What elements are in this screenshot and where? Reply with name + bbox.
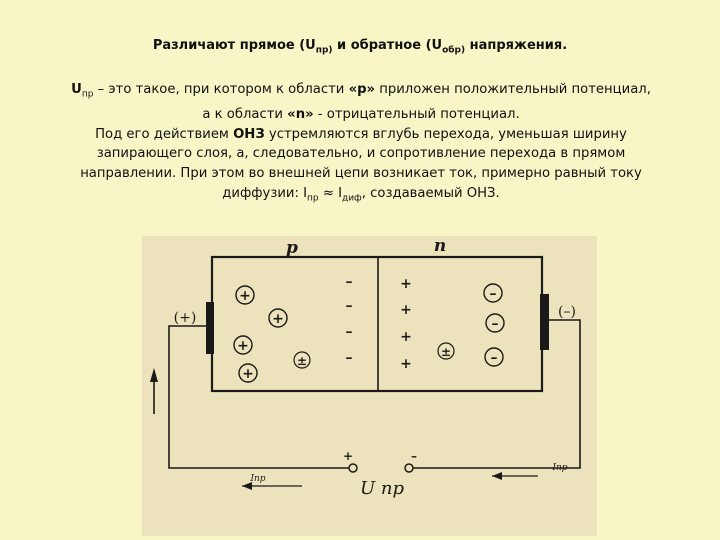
n-region-label: n: [433, 236, 447, 256]
p-region-label: р: [286, 238, 298, 258]
hole-2-sign: +: [272, 311, 284, 327]
para-line-1: $U_{пр}$ – это такое, при котором к области «р» приложен положительный потенциал,: [71, 82, 651, 100]
p-ion-2: –: [345, 298, 353, 314]
p-ion-4: –: [345, 350, 353, 366]
para-line-6: диффузии: $I_{пр} \approx I_{диф}$, создаваемый ОНЗ.: [222, 185, 500, 204]
current-label-left: Iпр: [250, 474, 266, 484]
para-line-4: запирающего слоя, а, следовательно, и сопротивление перехода в прямом: [96, 146, 626, 162]
diagram-svg: [142, 236, 597, 536]
n-ion-3: +: [400, 329, 412, 345]
electron-1-sign: –: [489, 286, 497, 302]
plus-terminal-label: (+): [173, 310, 197, 326]
hole-3-sign: +: [237, 338, 249, 354]
slide-title: Различают прямое ($U_{пр)}$ и обратное ($U_{обр)}$ напряжения.: [152, 38, 568, 56]
minus-terminal-label: (–): [558, 304, 576, 320]
source-minus-sign: –: [411, 449, 417, 463]
arrow-head-up: [150, 368, 158, 382]
left-wire: [169, 326, 350, 468]
right-wire: [412, 320, 580, 468]
para-line-5: направлении. При этом во внешней цепи возникает ток, примерно равный току: [80, 166, 642, 182]
source-terminal-right: [405, 464, 413, 472]
hole-4-sign: +: [242, 366, 254, 382]
n-junction-sign: ±: [440, 345, 452, 359]
para-line-3: Под его действием ОНЗ устремляются вглубь перехода, уменьшая ширину: [95, 126, 627, 142]
left-electrode: [206, 302, 214, 354]
n-ion-2: +: [400, 302, 412, 318]
right-electrode: [540, 294, 549, 350]
source-terminal-left: [349, 464, 357, 472]
n-ion-4: +: [400, 356, 412, 372]
current-label-right: Iпр: [552, 463, 568, 473]
pn-junction-diagram: [142, 236, 597, 536]
electron-3-sign: –: [490, 350, 498, 366]
p-junction-sign: ±: [296, 354, 308, 368]
p-ion-3: –: [345, 324, 353, 340]
source-plus-sign: +: [342, 449, 354, 463]
para-line-2: а к области «n» - отрицательный потенциал.: [202, 107, 520, 123]
n-ion-1: +: [400, 276, 412, 292]
body-paragraph: [36, 80, 686, 209]
source-label: U пр: [359, 478, 405, 499]
p-ion-1: –: [345, 274, 353, 290]
hole-1-sign: +: [239, 288, 251, 304]
electron-2-sign: –: [491, 316, 499, 332]
